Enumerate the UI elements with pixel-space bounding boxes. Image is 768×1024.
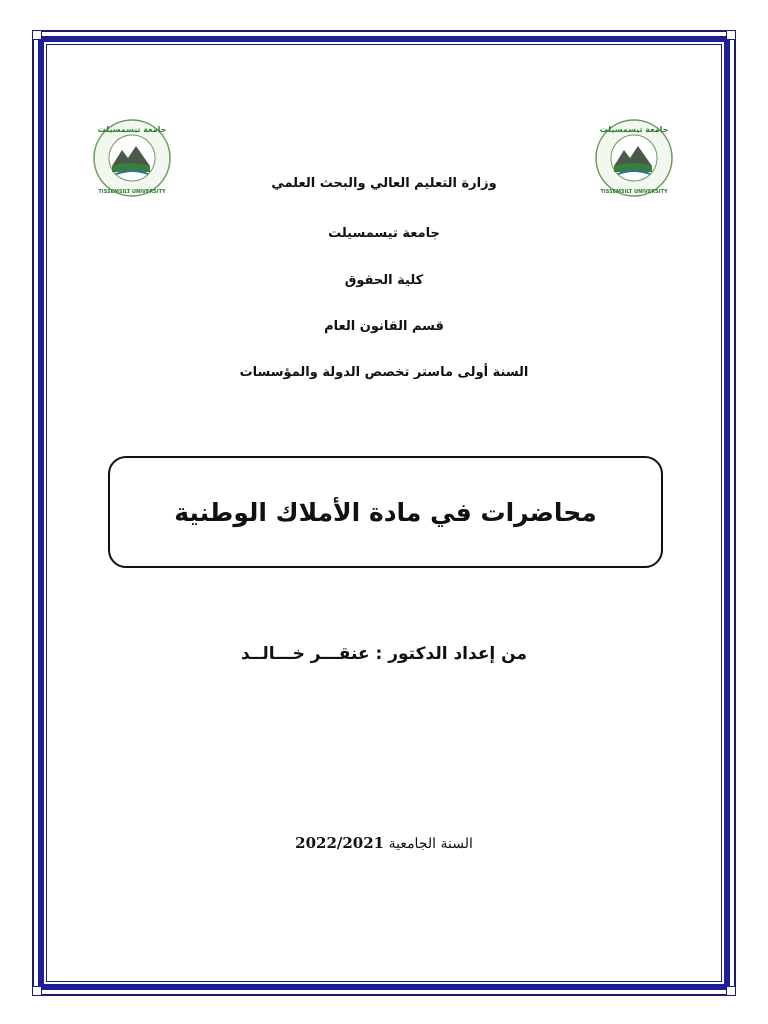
corner-ornament-bl xyxy=(32,986,42,996)
academic-year xyxy=(0,834,768,852)
logo-bottom-text: TISSEMSILT UNIVERSITY xyxy=(98,189,166,195)
author-line: من إعداد الدكتور : عنقـــر خـــالــد xyxy=(240,644,527,664)
department-name: قسم القانون العام xyxy=(324,319,444,334)
corner-ornament-tl xyxy=(32,30,42,40)
ministry-name: وزارة التعليم العالي والبحث العلمي xyxy=(271,176,497,191)
academic-year-label: السنة الجامعية xyxy=(388,836,473,852)
faculty-name: كلية الحقوق xyxy=(344,273,424,288)
lecture-title-box xyxy=(108,456,663,568)
corner-ornament-br xyxy=(726,986,736,996)
logo-bottom-text: TISSEMSILT UNIVERSITY xyxy=(600,189,668,195)
university-name: جامعة تيسمسيلت xyxy=(328,226,440,241)
corner-ornament-tr xyxy=(726,30,736,40)
lecture-title: محاضرات في مادة الأملاك الوطنية xyxy=(174,497,597,527)
logo-arc-text: جامعة تيسمسيلت xyxy=(599,125,669,134)
program-name: السنة أولى ماستر تخصص الدولة والمؤسسات xyxy=(239,365,529,380)
academic-year-value: 2022/2021 xyxy=(295,834,385,852)
logo-arc-text: جامعة تيسمسيلت xyxy=(97,125,167,134)
